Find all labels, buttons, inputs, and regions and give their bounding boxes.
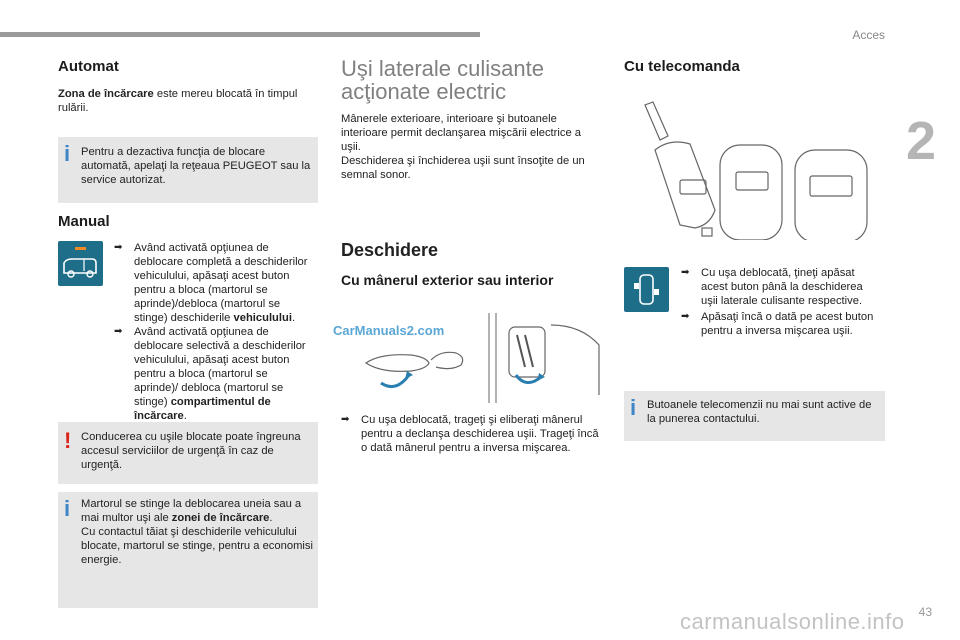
warning-box bbox=[58, 422, 318, 484]
heading-deschidere: Deschidere bbox=[341, 240, 439, 260]
manual-b1-text: Având activată opţiunea de deblocare completă a deschiderilor vehiculului, apăsaţi acest buton pentru a bloca (martorul se aprinde)/debloca (martorul se stinge) deschiderile bbox=[134, 242, 308, 324]
remote-keys-illustration bbox=[640, 100, 880, 240]
arrow-bullet-icon: ➡ bbox=[114, 326, 123, 337]
header-bar bbox=[0, 32, 480, 37]
info-icon: i bbox=[64, 141, 71, 166]
info-icon: i bbox=[64, 496, 71, 521]
remote-bullet-1 bbox=[681, 266, 881, 308]
heading-automat: Automat bbox=[58, 58, 119, 75]
intro-paragraph-2: Deschiderea şi închiderea uşii sunt însoţite de un semnal sonor. bbox=[341, 155, 585, 181]
manual-b1-bold: vehiculului bbox=[233, 312, 292, 324]
sliding-door-icon bbox=[624, 267, 669, 312]
door-handle-icon bbox=[341, 305, 603, 405]
watermark-carmanualsonline: carmanualsonline.info bbox=[680, 609, 905, 634]
arrow-bullet-icon: ➡ bbox=[341, 414, 350, 425]
heading-sliding-doors bbox=[341, 57, 581, 103]
chapter-number: 2 bbox=[905, 111, 936, 171]
info-box-martor bbox=[58, 492, 318, 608]
heading-sliding-doors-line2: acţionate electric bbox=[341, 79, 507, 104]
info-martor-text bbox=[81, 497, 313, 567]
intro-paragraph-1: Mânerele exterioare, interioare şi butoanele interioare permit declanşarea mişcării electrice a uşii. bbox=[341, 113, 582, 153]
sliding-door-button-pictogram bbox=[624, 267, 669, 312]
info-martor-b: . bbox=[269, 512, 273, 524]
manual-b1-end: . bbox=[291, 312, 296, 324]
van-lock-icon bbox=[58, 241, 103, 286]
remote-bullet-2-text: Apăsaţi încă o dată pe acest buton pentru a inversa mişcarea uşii. bbox=[701, 311, 874, 337]
automat-paragraph bbox=[58, 87, 308, 115]
section-label: Acces bbox=[852, 28, 885, 42]
arrow-bullet-icon: ➡ bbox=[681, 267, 690, 278]
sliding-doors-intro bbox=[341, 112, 601, 182]
info-remote-text: Butoanele telecomenzii nu mai sunt active de la punerea contactului. bbox=[647, 399, 872, 425]
warning-text: Conducerea cu uşile blocate poate îngreuna accesul serviciilor de urgenţă în caz de urgenţă. bbox=[81, 431, 301, 471]
handle-bullet bbox=[341, 413, 601, 455]
remote-bullet-2 bbox=[681, 310, 881, 338]
arrow-bullet-icon: ➡ bbox=[114, 242, 123, 253]
info-automat-text: Pentru a dezactiva funcţia de blocare automată, apelaţi la reţeaua PEUGEOT sau la service autorizat. bbox=[81, 146, 311, 186]
remote-bullet-1-text: Cu uşa deblocată, ţineţi apăsat acest buton până la deschiderea uşii laterale culisante respective. bbox=[701, 267, 863, 307]
heading-sliding-doors-line1: Uşi laterale culisante bbox=[341, 56, 544, 81]
manual-bullet-2-text bbox=[134, 325, 314, 423]
info-icon: i bbox=[630, 395, 637, 420]
info-martor-bold: zonei de încărcare bbox=[171, 512, 270, 524]
heading-telecomanda: Cu telecomanda bbox=[624, 58, 740, 75]
manual-bullet-2 bbox=[114, 325, 314, 423]
info-martor-a: Martorul se stinge la deblocarea uneia sau a mai multor uşi ale bbox=[81, 498, 302, 524]
manual-b2-text: Având activată opţiunea de deblocare selectivă a deschiderilor vehiculului, apăsaţi acest buton pentru a bloca (martorul se aprinde)/ debloca (martorul se stinge) bbox=[134, 326, 306, 408]
watermark-carmanuals2: CarManuals2.com bbox=[333, 323, 445, 338]
info-martor-c: Cu contactul tăiat şi deschiderile vehiculului blocate, martorul se stinge, pentru a economisi energie. bbox=[81, 526, 313, 566]
subheading-handle: Cu mânerul exterior sau interior bbox=[341, 272, 554, 288]
automat-bold: Zona de încărcare bbox=[58, 88, 154, 100]
info-box-remote bbox=[624, 391, 885, 441]
info-box-automat bbox=[58, 137, 318, 203]
manual-b2-end: . bbox=[183, 410, 187, 422]
manual-bullet-1-text bbox=[134, 241, 314, 325]
manual-bullet-1 bbox=[114, 241, 314, 325]
remote-key-icon bbox=[640, 100, 880, 240]
handle-illustration bbox=[341, 305, 603, 405]
warning-icon: ! bbox=[64, 428, 72, 453]
arrow-bullet-icon: ➡ bbox=[681, 311, 690, 322]
page-number: 43 bbox=[918, 605, 932, 619]
automat-rest: este mereu blocată în timpul rulării. bbox=[58, 88, 298, 114]
handle-bullet-text: Cu uşa deblocată, trageţi şi eliberaţi mânerul pentru a declanşa deschiderea uşii. Trageţi încă o dată mânerul pentru a inversa mişcarea. bbox=[361, 414, 599, 454]
lock-button-pictogram bbox=[58, 241, 103, 286]
manual-b2-bold: compartimentul de încărcare bbox=[134, 396, 271, 422]
remote-bullets bbox=[681, 266, 881, 338]
heading-manual: Manual bbox=[58, 213, 110, 230]
manual-bullets bbox=[114, 241, 314, 423]
